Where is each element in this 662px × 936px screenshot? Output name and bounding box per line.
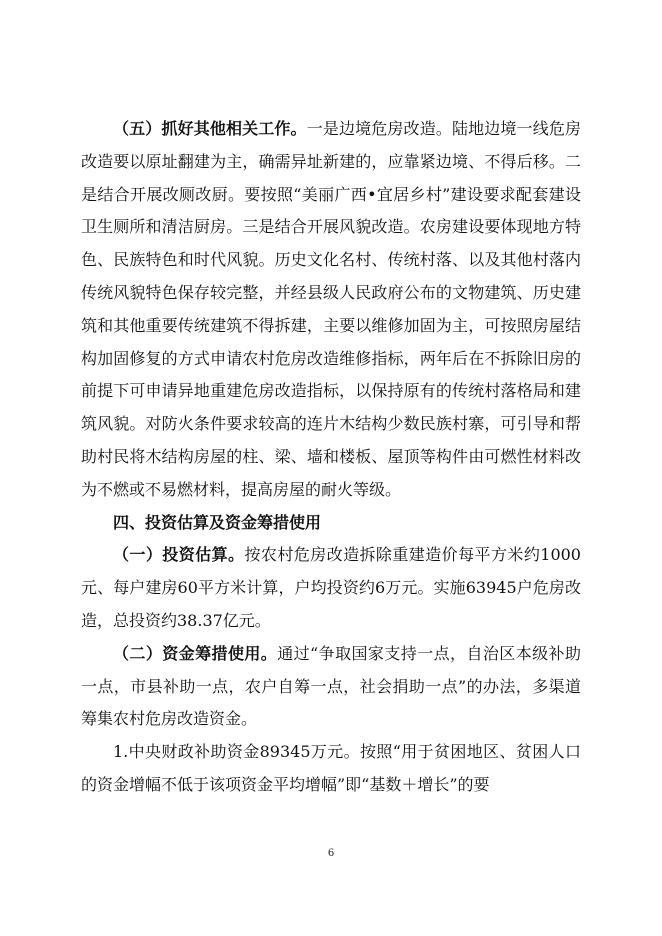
paragraph-lead: （一）投资估算。 xyxy=(113,545,245,565)
paragraph-lead: （二）资金筹措使用。 xyxy=(113,643,278,663)
page-number: 6 xyxy=(327,848,335,859)
paragraph-text: 通过“争取国家支持一点，自治区本级补助一点，市县补助一点，农户自筹一点，社会捐助一点”的办法，多渠道筹集农村危房改造资金。 xyxy=(81,643,581,729)
paragraph-text: 一是边境危房改造。陆地边境一线危房改造要以原址翻建为主，确需异址新建的，应靠紧边境、不得后移。二是结合开展改厕改厨。要按照“美丽广西•宜居乡村”建设要求配套建设卫生厕所和清洁厨房。三是结合开展风貌改造。农房建设要体现地方特色、民族特色和时代风貌。历史文化名村、传统村落、以及其他村落内传统风貌特色保存较完整，并经县级人民政府公布的文物建筑、历史建筑和其他重要传统建筑不得拆建，主要以维修加固为主，可按照房屋结构加固修复的方式申请农村危房改造维修指标，两年后在不拆除旧房的前提下可申请异地重建危房改造指标，以保持原有的传统村落格局和建筑风貌。对防火条件要求较高的连片木结构少数民族村寨，可引导和帮助村民将木结构房屋的柱、梁、墙和楼板、屋顶等构件由可燃性材料改为不燃或不易燃材料，提高房屋的耐火等级。 xyxy=(81,119,581,499)
paragraph-text: 1.中央财政补助资金89345万元。按照“用于贫困地区、贫困人口的资金增幅不低于该项资金平均增幅”即“基数＋增长”的要 xyxy=(81,742,581,794)
document-body xyxy=(81,113,581,802)
paragraph-other-work xyxy=(81,113,581,507)
paragraph-text: 按农村危房改造拆除重建造价每平方米约1000元、每户建房60平方米计算，户均投资约6万元。实施63945户危房改造，总投资约38.37亿元。 xyxy=(81,545,581,630)
paragraph-funding xyxy=(81,638,581,736)
section-heading: 四、投资估算及资金筹措使用 xyxy=(113,512,322,532)
paragraph-lead: （五）抓好其他相关工作。 xyxy=(113,119,307,138)
paragraph-central-funds xyxy=(81,736,581,802)
paragraph-investment-estimate xyxy=(81,539,581,637)
